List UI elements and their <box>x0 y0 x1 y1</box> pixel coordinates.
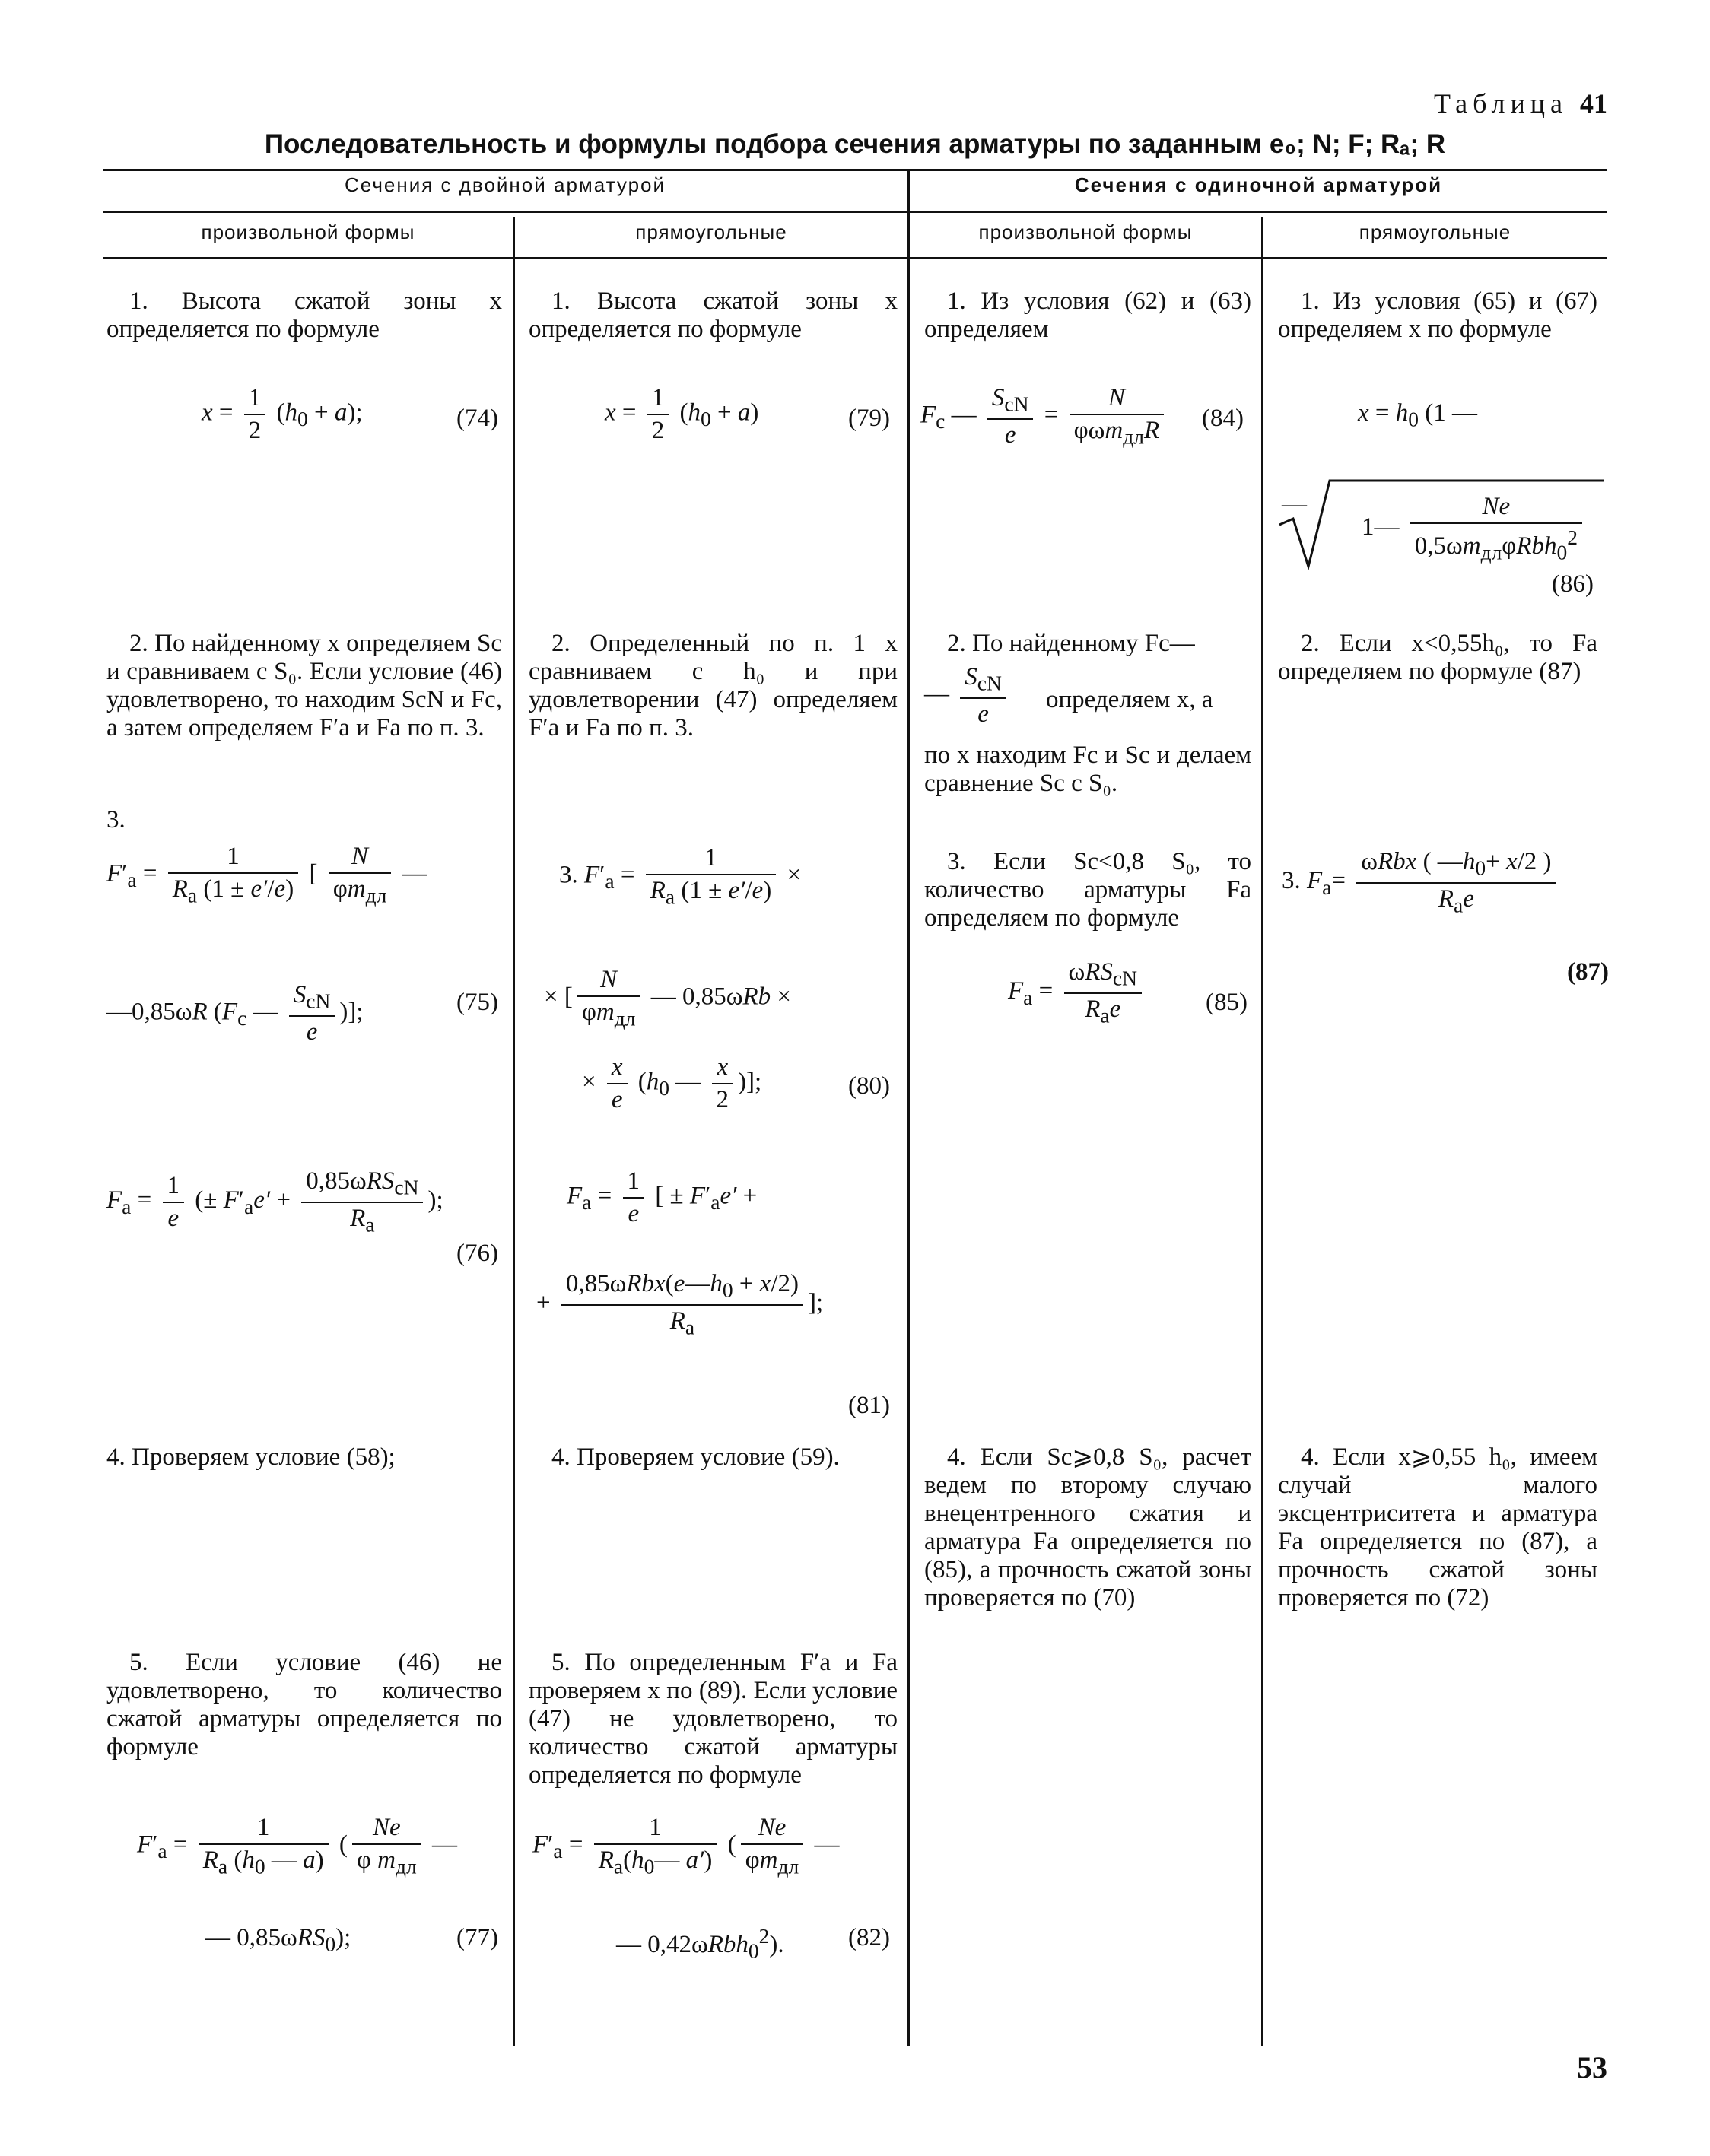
col2-step4: 4. Проверяем условие (59). <box>551 1443 840 1471</box>
col4-step4: 4. Если x⩾0,55 h₀, имеем случай малого эксцентриситета и арматура Fa определяется по (87), а прочность сжатой зоны проверяется по (72) <box>1278 1443 1597 1611</box>
col2-step2: 2. Определенный по п. 1 x сравниваем с h₀ и при удовлетворении (47) определяем F′a и Fa по п. 3. <box>529 630 898 741</box>
page-number: 53 <box>1577 2050 1607 2085</box>
formula-2-inline: — $\frac{S_{cN}}{e}$ <box>924 663 1011 729</box>
col1-step2: 2. По найденному x определяем Sc и сравниваем с S₀. Если условие (46) удовлетворено, то находим ScN и Fc, а затем определяем F′a и Fa по п. 3. <box>106 630 502 741</box>
formula-81: $F_a$ = $\frac{1}{e}$ [ ± $F'_ae'$ + <box>567 1167 758 1227</box>
formula-79: x = $\frac{1}{2}$ $(h_0 + a)$ <box>605 384 759 444</box>
formula-80-line3: × $\frac{x}{e}$ ($h_0$ — $\frac{x}{2}$ )]; <box>582 1053 762 1113</box>
eq-number-80: (80) <box>848 1072 890 1100</box>
divider-col34 <box>1261 217 1263 2046</box>
col1-step3: 3. <box>106 806 126 834</box>
eq-number-74: (74) <box>456 405 498 432</box>
col4-step1: 1. Из условия (65) и (67) определяем x по формуле <box>1278 287 1597 343</box>
header-col3: произвольной формы <box>978 221 1193 243</box>
header-col1: произвольной формы <box>201 221 415 243</box>
header-col4: прямоугольные <box>1359 221 1511 243</box>
divider-col12 <box>513 217 515 2046</box>
formula-75-line2: —0,85ωR ($F_c$ — $\frac{S_{cN}}{e}$ )]; <box>106 981 364 1046</box>
formula-77: $F'_a$ = $\frac{1}{R_a (h_0 — a)}$ ( $\frac{Ne}{\varphi m_{дл}}$ — <box>137 1814 457 1878</box>
col3-step2b: определяем x, а <box>1046 686 1213 713</box>
formula-74: x = $\frac{1}{2}$ $(h_0 + a)$; <box>202 384 363 444</box>
eq-number-84: (84) <box>1202 405 1244 432</box>
formula-80: 3. $F'_a$ = $\frac{1}{R_a (1 \pm e'/e)}$ × <box>559 844 802 909</box>
table-number: Таблица 41 <box>1434 88 1607 119</box>
formula-75: $F'_a$ = $\frac{1}{R_a (1 \pm e'/e)}$ [ $\frac{N}{\varphi m_{дл}}$ — <box>106 843 428 907</box>
eq-number-79: (79) <box>848 405 890 432</box>
rule-group <box>103 211 1607 213</box>
eq-number-85: (85) <box>1206 989 1248 1016</box>
col1-step5: 5. Если условие (46) не удовлетворено, то количество сжатой арматуры определяется по формуле <box>106 1649 502 1761</box>
formula-82: $F'_a$ = $\frac{1}{R_a(h_0— a')}$ ( $\frac{Ne}{\varphi m_{дл}}$ — <box>532 1814 840 1878</box>
col1-step1: 1. Высота сжатой зоны x определяется по формуле <box>106 287 502 343</box>
col3-step2c: по x находим Fc и Sc и делаем сравнение Sc с S₀. <box>924 741 1251 797</box>
formula-82-line2: — 0,42ωRbh$_0^2$). <box>616 1924 784 1963</box>
table-title: Последовательность и формулы подбора сечения арматуры по заданным e₀; N; F; Rₐ; R <box>264 129 1446 159</box>
formula-86-line2: — <box>1282 491 1307 518</box>
eq-number-75: (75) <box>456 989 498 1016</box>
header-col2: прямоугольные <box>635 221 787 243</box>
formula-81-line2: + $\frac{0,85\omega Rbx(e—h_0 + x/2)}{R_a}$ ]; <box>536 1270 824 1339</box>
formula-84: $F_c$ — $\frac{S_{cN}}{e}$ = $\frac{N}{\varphi\omega m_{дл}R}$ <box>920 384 1168 449</box>
col3-step3: 3. Если Sc<0,8 S₀, то количество арматуры Fa определяем по формуле <box>924 848 1251 932</box>
col3-step4: 4. Если Sc⩾0,8 S₀, расчет ведем по второму случаю внецентренного сжатия и арматура Fa определяется по (85), а прочность сжатой зоны проверяется по (70) <box>924 1443 1251 1611</box>
formula-80-line2: × [ $\frac{N}{\varphi m_{дл}}$ — 0,85ωRb × <box>544 966 791 1030</box>
col2-step1: 1. Высота сжатой зоны x определяется по формуле <box>529 287 898 343</box>
divider-main <box>907 171 910 2046</box>
col2-step5: 5. По определенным F′a и Fa проверяем x по (89). Если условие (47) не удовлетворено, то количество сжатой арматуры определяется по формуле <box>529 1649 898 1789</box>
formula-85: $F_a$ = $\frac{\omega RS_{cN}}{R_ae}$ <box>1008 958 1146 1027</box>
rule-top <box>103 169 1607 171</box>
col3-step1: 1. Из условия (62) и (63) определяем <box>924 287 1251 343</box>
eq-number-76: (76) <box>456 1240 498 1267</box>
header-single: Сечения с одиночной арматурой <box>1074 173 1443 196</box>
col1-step4: 4. Проверяем условие (58); <box>106 1443 396 1471</box>
eq-number-81: (81) <box>848 1392 890 1419</box>
col3-step2a: 2. По найденному Fc— <box>947 630 1195 657</box>
formula-86: $x = h_0$ (1 — <box>1358 399 1478 431</box>
formula-86-radicand: 1— $\frac{Ne}{0,5\omega m_{дл}\varphi Rbh_0^2}$ <box>1362 493 1587 565</box>
eq-number-77: (77) <box>456 1924 498 1951</box>
col4-step2: 2. Если x<0,55h₀, то Fa определяем по формуле (87) <box>1278 630 1597 685</box>
eq-number-87: (87) <box>1567 958 1609 986</box>
eq-number-82: (82) <box>848 1924 890 1951</box>
eq-number-86: (86) <box>1552 570 1594 598</box>
header-double: Сечения с двойной арматурой <box>344 173 666 196</box>
formula-77-line2: — 0,85ωRS$_0$); <box>205 1924 351 1956</box>
formula-76: $F_a$ = $\frac{1}{e}$ (± $F'_ae'$ + $\frac{0,85\omega RS_{cN}}{R_a}$ ); <box>106 1167 443 1237</box>
formula-87: 3. $F_a=$ $\frac{\omega Rbx ( —h_0+ x/2 )}{R_ae}$ <box>1282 848 1561 917</box>
